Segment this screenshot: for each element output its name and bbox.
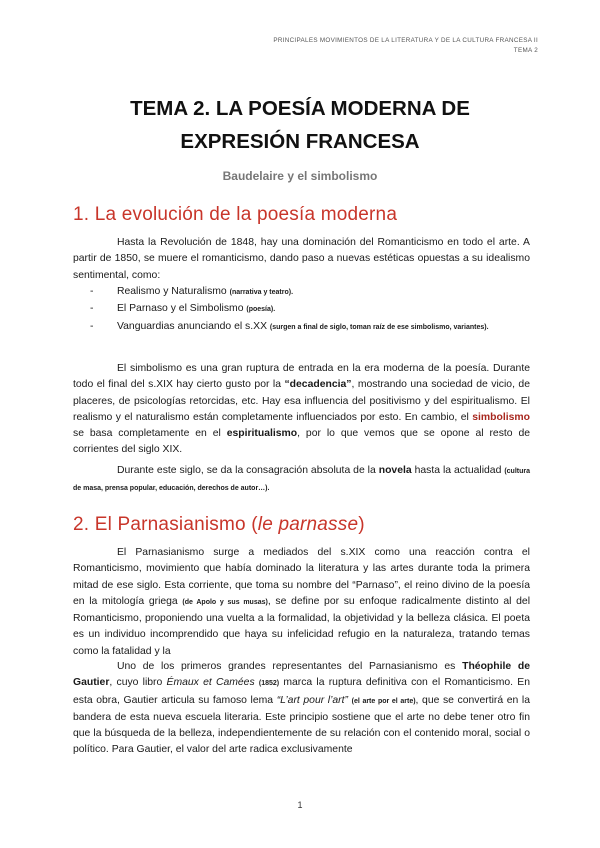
page-number: 1	[297, 800, 303, 810]
list-item: - Realismo y Naturalismo (narrativa y teatro).	[90, 286, 294, 297]
section-1-paragraph-3: Durante este siglo, se da la consagración absoluta de la novela hasta la actualidad (cultura de masa, prensa popular, educación, derechos de autor…).	[73, 465, 530, 493]
section-2-paragraph-2: Uno de los primeros grandes representantes del Parnasianismo es Théophile de Gautier, cuyo libro Émaux et Camées (1852) marca la ruptura definitiva con el Romanticismo. En esta obra, Gautier articula su famoso lema “L’art pour l’art” (el arte por el arte), que se convertirá en la bandera de esta nueva escuela literaria. Este principio sostiene que el arte no debe tener otro fin que la búsqueda de la belleza, independientemente de su relación con el contenido moral, social o político. Para Gautier, el valor del arte radica exclusivamente	[73, 661, 531, 756]
title-line-2: EXPRESIÓN FRANCESA	[180, 130, 420, 153]
list-item: - El Parnaso y el Simbolismo (poesía).	[90, 303, 276, 315]
movement-list	[73, 284, 530, 336]
section-2-paragraph-1: El Parnasianismo surge a mediados del s.XIX como una reacción contra el Romanticismo, movimiento que había dominado la literatura y las artes durante toda la primera mitad de ese siglo. Esta corriente, que toma su nombre del “Parnaso”, el reino divino de la poesía en la mitología griega (de Apolo y sus musas), se define por su enfoque radicalmente distinto al del Romanticismo, proponiendo una vuelta a la formalidad, la objetividad y la belleza clásica. El poeta es un individuo incomprendido que haya su infelicidad refugio en la naturaleza, tratando temas como la fatalidad y la	[73, 547, 530, 657]
section-2-heading: 2. El Parnasianismo (le parnasse)	[73, 514, 365, 535]
running-header	[273, 36, 538, 56]
section-1-heading: 1. La evolución de la poesía moderna	[73, 204, 398, 225]
section-1-paragraph-2: El simbolismo es una gran ruptura de entrada en la era moderna de la poesía. Durante todo el final del s.XIX hay cierto gusto por la “decadencia”, mostrando una sociedad de vicio, de placeres, de psicologías retorcidas, etc. Hay esa influencia del positivismo y del espiritualismo. El realismo y el naturalismo están completamente influenciados por esto. En cambio, el simbolismo se basa completamente en el espiritualismo, por lo que vemos que se opone al resto de corrientes del siglo XIX.	[73, 363, 531, 456]
list-item: - Vanguardias anunciando el s.XX (surgen a final de siglo, toman raíz de ese simbolismo, variantes).	[90, 320, 489, 332]
header-topic: TEMA 2	[513, 47, 538, 54]
page-title	[60, 92, 540, 158]
page-subtitle: Baudelaire y el simbolismo	[222, 169, 378, 183]
title-line-1: TEMA 2. LA POESÍA MODERNA DE	[130, 97, 470, 120]
section-1-paragraph-1: Hasta la Revolución de 1848, hay una dominación del Romanticismo en todo el arte. A partir de 1850, se muere el romanticismo, dando paso a nuevas estéticas opuestas a su idealismo sentimental, como:	[73, 237, 530, 281]
header-course-title: PRINCIPALES MOVIMIENTOS DE LA LITERATURA Y DE LA CULTURA FRANCESA II	[273, 37, 538, 44]
